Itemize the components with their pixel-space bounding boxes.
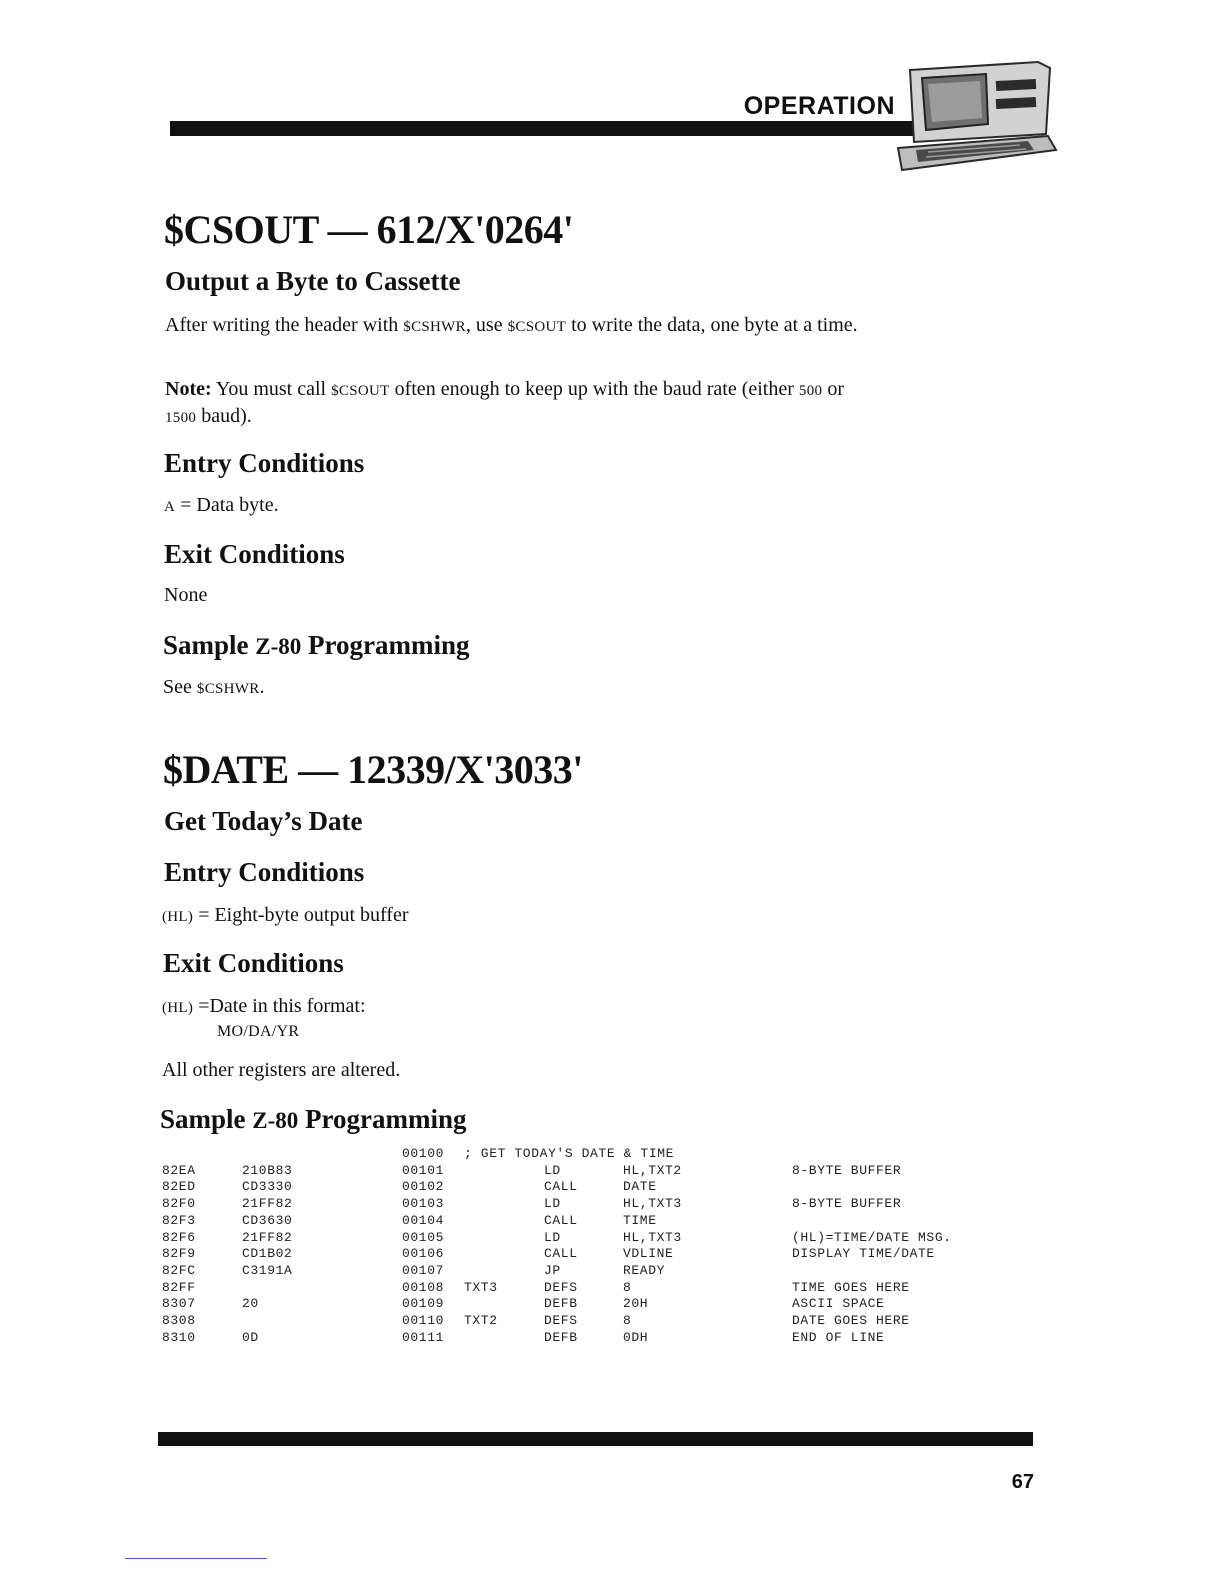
code-op: LD	[544, 1229, 561, 1245]
code-op: LD	[544, 1196, 561, 1212]
code-addr: 8308	[162, 1313, 196, 1328]
code-line: 00111	[402, 1329, 445, 1345]
code-op: DEFB	[544, 1329, 578, 1345]
code-line: 00109	[402, 1296, 445, 1312]
code-line	[162, 1330, 1062, 1347]
code-line	[162, 1196, 1062, 1213]
csout-sample-text: See $CSHWR.	[163, 676, 265, 698]
code-obj: CD1B02	[242, 1246, 293, 1262]
code-addr: 82FF	[162, 1279, 196, 1295]
code-addr: 8310	[162, 1329, 196, 1345]
csout-exit-heading: Exit Conditions	[164, 539, 345, 569]
date-exit-note: All other registers are altered.	[162, 1059, 401, 1081]
code-line: 00107	[402, 1262, 445, 1278]
code-op: CALL	[544, 1212, 578, 1228]
code-line: 00110	[402, 1313, 445, 1328]
code-op: LD	[544, 1162, 561, 1178]
code-arg: 8	[623, 1313, 632, 1328]
header-rule	[170, 121, 915, 136]
code-arg: HL,TXT3	[623, 1229, 682, 1245]
csout-entry-text: A = Data byte.	[164, 494, 279, 516]
code-addr: 82F3	[162, 1212, 196, 1228]
date-format: MO/DA/YR	[217, 1023, 300, 1040]
code-comment: 8-BYTE BUFFER	[792, 1196, 902, 1212]
code-line	[162, 1313, 1062, 1330]
code-addr: 82FC	[162, 1262, 196, 1278]
csout-subtitle: Output a Byte to Cassette	[165, 266, 461, 296]
page-number: 67	[1011, 1471, 1034, 1493]
code-arg: 0DH	[623, 1329, 649, 1345]
footer-link-line	[125, 1558, 267, 1559]
code-line: 00103	[402, 1196, 445, 1212]
csout-exit-text: None	[164, 584, 208, 606]
code-op: DEFS	[544, 1279, 578, 1295]
code-arg: TIME	[623, 1212, 657, 1228]
date-entry-heading: Entry Conditions	[164, 857, 365, 887]
csout-title: $CSOUT — 612/X'0264'	[164, 207, 574, 252]
code-obj: 21FF82	[242, 1196, 293, 1212]
code-obj: 20	[242, 1296, 259, 1312]
code-comment: DISPLAY TIME/DATE	[792, 1246, 935, 1262]
code-addr: 8307	[162, 1296, 196, 1312]
code-obj: CD3330	[242, 1179, 293, 1195]
date-subtitle: Get Today’s Date	[164, 806, 363, 836]
code-op: DEFB	[544, 1296, 578, 1312]
code-op: CALL	[544, 1179, 578, 1195]
code-arg: 8	[623, 1279, 632, 1295]
code-obj: CD3630	[242, 1212, 293, 1228]
code-obj: C3191A	[242, 1262, 293, 1278]
code-line: 00100	[402, 1146, 445, 1161]
code-line	[162, 1163, 1062, 1180]
code-line	[162, 1246, 1062, 1263]
code-arg: READY	[623, 1262, 666, 1278]
date-entry-text: (HL) = Eight-byte output buffer	[162, 904, 409, 926]
code-line	[162, 1179, 1062, 1196]
code-comment: DATE GOES HERE	[792, 1313, 910, 1328]
desktop-computer-icon	[888, 58, 1058, 176]
code-addr: 82F9	[162, 1246, 196, 1262]
csout-entry-heading: Entry Conditions	[164, 448, 365, 478]
csout-sample-heading: Sample Z-80 Programming	[163, 630, 470, 660]
code-line: 00105	[402, 1229, 445, 1245]
code-line: 00104	[402, 1212, 445, 1228]
code-arg: DATE	[623, 1179, 657, 1195]
code-op: JP	[544, 1262, 561, 1278]
code-line: 00102	[402, 1179, 445, 1195]
code-arg: HL,TXT2	[623, 1162, 682, 1178]
code-arg: VDLINE	[623, 1246, 674, 1262]
code-addr: 82F6	[162, 1229, 196, 1245]
date-exit-text: (HL) =Date in this format:	[162, 995, 366, 1017]
code-addr: 82EA	[162, 1162, 196, 1178]
code-obj: 21FF82	[242, 1229, 293, 1245]
date-title: $DATE — 12339/X'3033'	[163, 747, 583, 792]
code-line	[162, 1280, 1062, 1297]
code-label: TXT3	[464, 1279, 498, 1295]
footer-rule	[158, 1432, 1033, 1446]
code-comment: (HL)=TIME/DATE MSG.	[792, 1229, 952, 1245]
code-line: 00101	[402, 1162, 445, 1178]
code-line	[162, 1213, 1062, 1230]
date-sample-heading: Sample Z-80 Programming	[160, 1104, 467, 1134]
code-comment: 8-BYTE BUFFER	[792, 1162, 902, 1178]
code-obj: 210B83	[242, 1162, 293, 1178]
code-line	[162, 1263, 1062, 1280]
code-addr: 82F0	[162, 1196, 196, 1212]
code-arg: HL,TXT3	[623, 1196, 682, 1212]
code-line: 00108	[402, 1279, 445, 1295]
code-comment: ASCII SPACE	[792, 1296, 885, 1312]
date-exit-heading: Exit Conditions	[163, 948, 344, 978]
code-addr: 82ED	[162, 1179, 196, 1195]
code-line	[162, 1296, 1062, 1313]
code-line: 00106	[402, 1246, 445, 1262]
code-op: CALL	[544, 1246, 578, 1262]
code-obj: 0D	[242, 1329, 259, 1345]
code-comment: END OF LINE	[792, 1329, 885, 1345]
code-listing	[162, 1146, 1062, 1356]
code-line	[162, 1146, 1062, 1163]
code-comment: TIME GOES HERE	[792, 1279, 910, 1295]
csout-description: After writing the header with $CSHWR, use $CSOUT to write the data, one byte at a time.	[165, 314, 858, 336]
code-label: ; GET TODAY'S DATE & TIME	[464, 1146, 675, 1161]
csout-note: Note: You must call $CSOUT often enough to keep up with the baud rate (either 500 or 1500 baud).	[165, 378, 844, 427]
code-line	[162, 1230, 1062, 1247]
code-arg: 20H	[623, 1296, 649, 1312]
code-label: TXT2	[464, 1313, 498, 1328]
section-label: OPERATION	[743, 92, 895, 120]
code-op: DEFS	[544, 1313, 578, 1328]
